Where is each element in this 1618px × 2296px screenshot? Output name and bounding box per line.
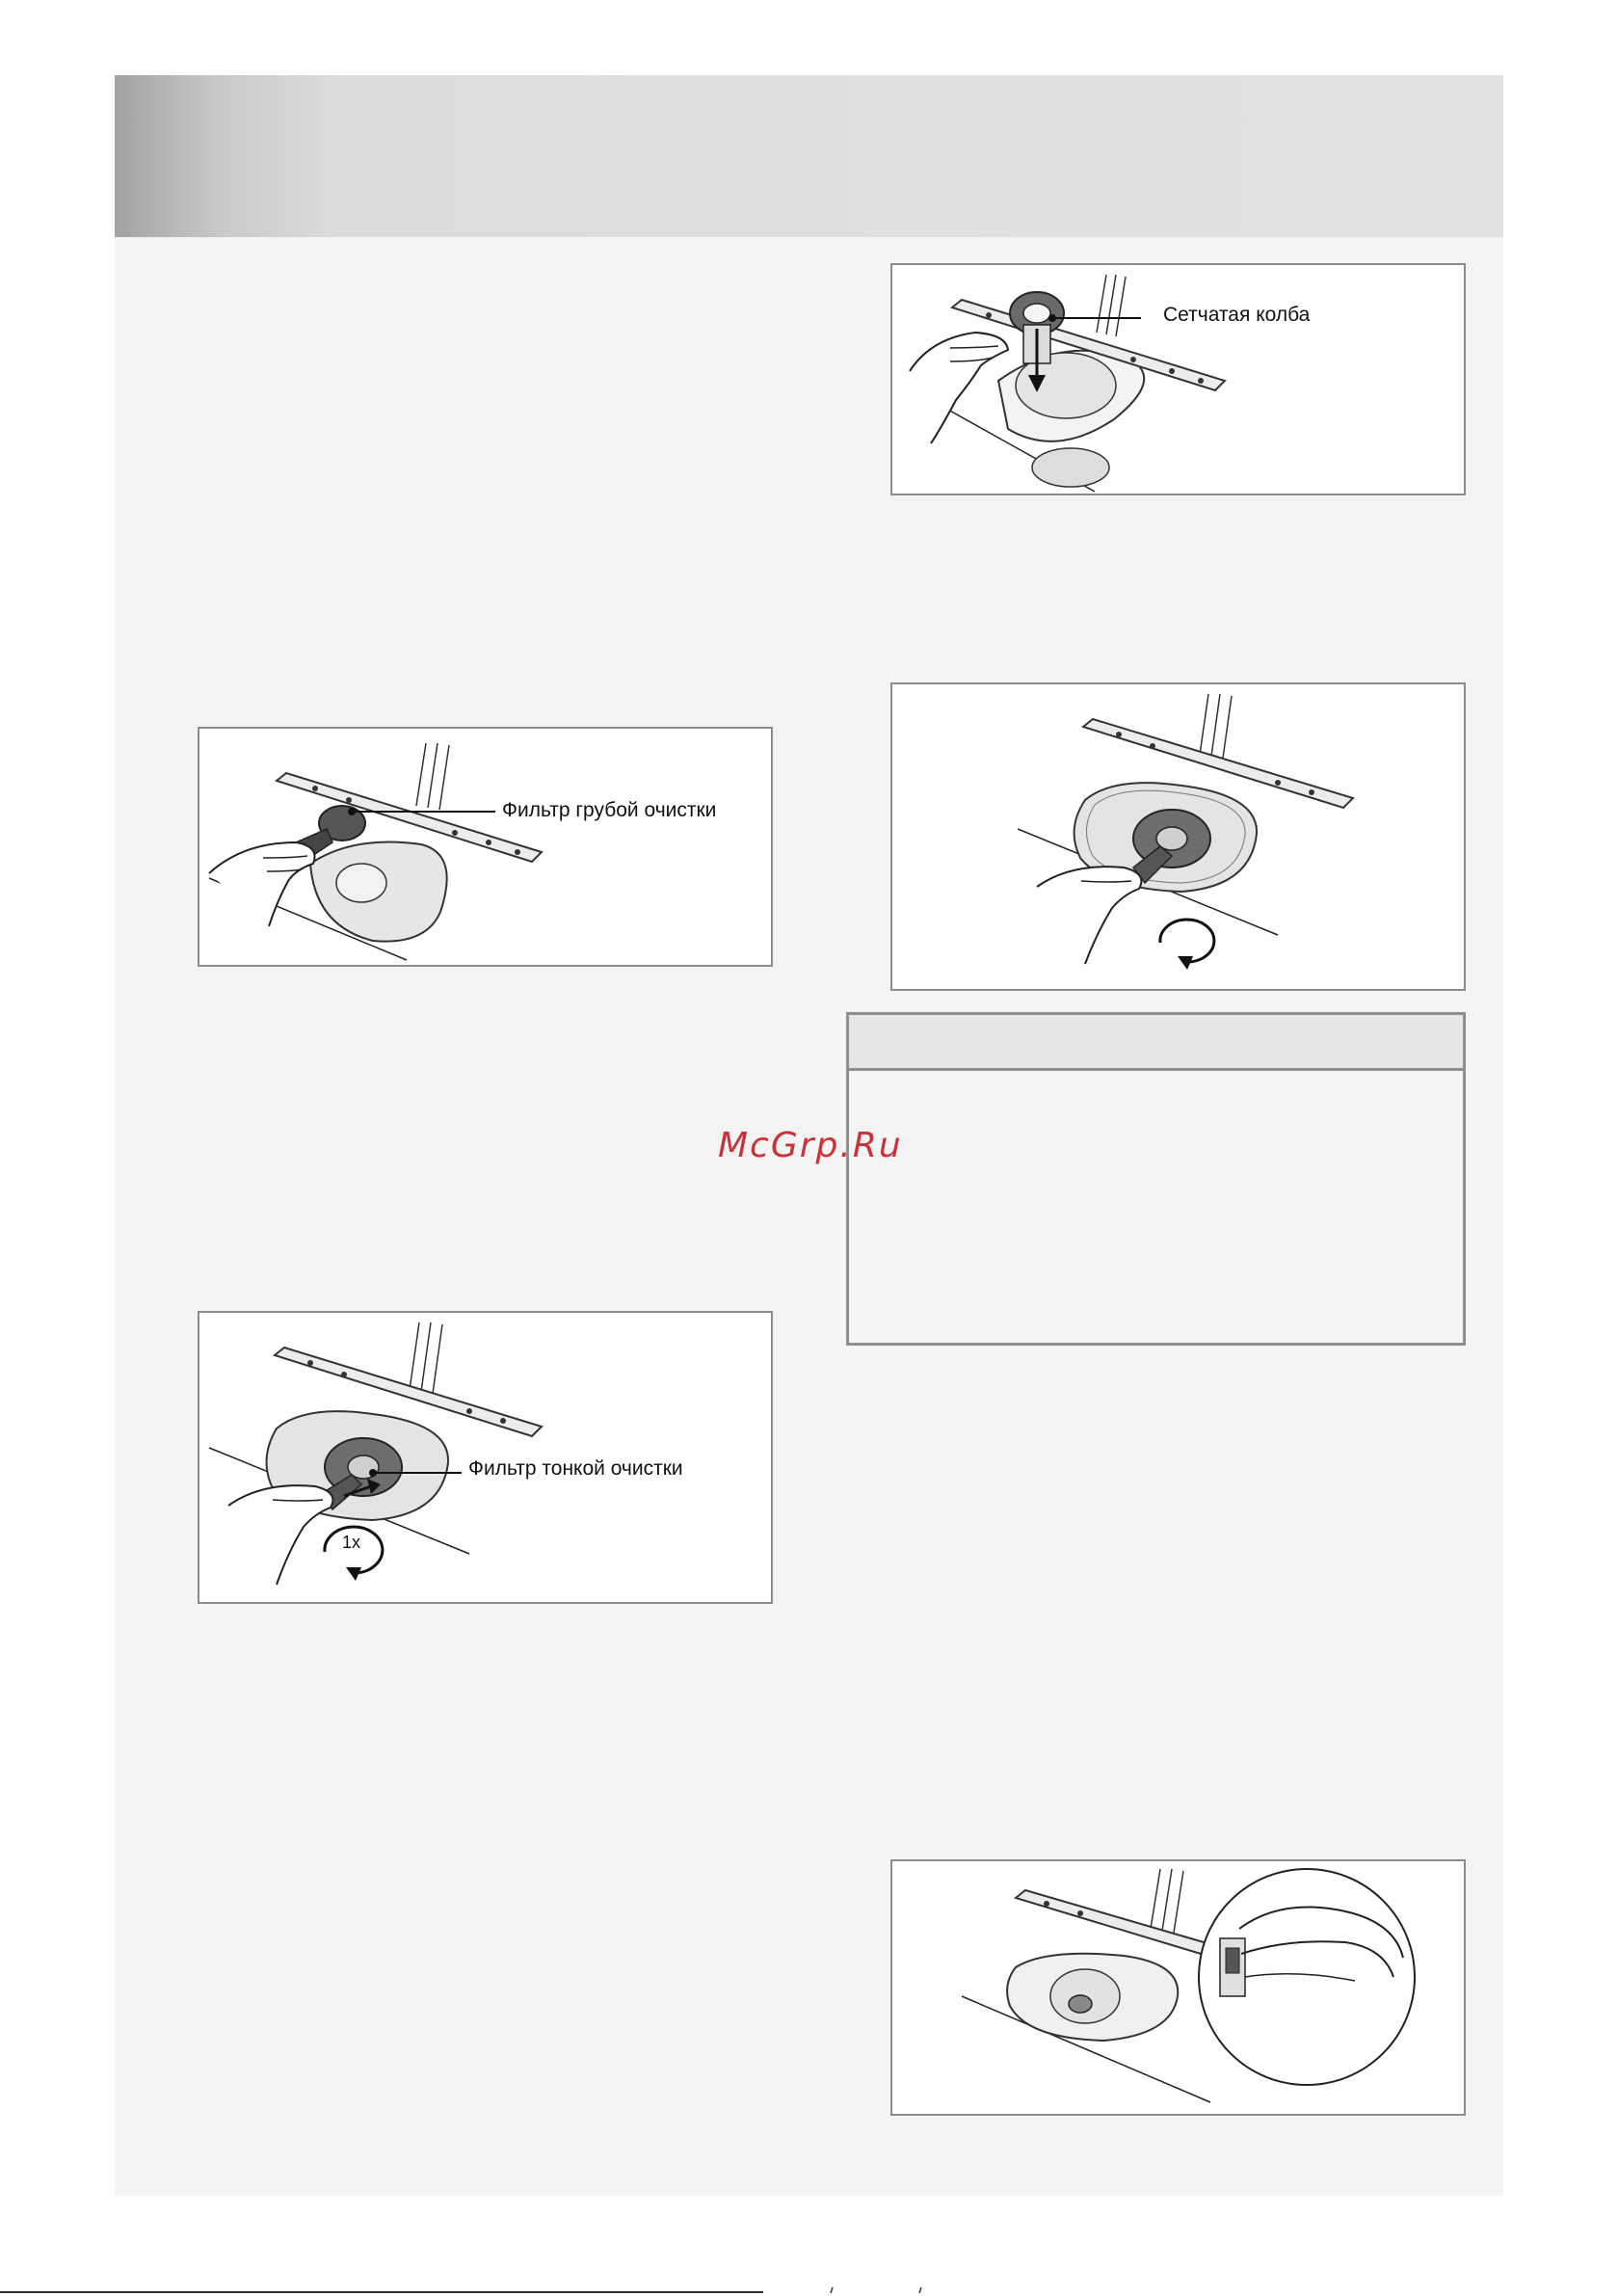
watermark: McGrp.Ru (718, 1126, 903, 1165)
figure-reinstall (890, 682, 1466, 991)
coarse-filter-label: Фильтр грубой очистки (502, 799, 717, 821)
coarse-filter-removal-illustration-icon (199, 729, 775, 969)
filter-reinstall-turn-illustration-icon (892, 684, 1468, 993)
figure-fine-filter (198, 1311, 773, 1604)
fine-filter-rotation-label: 1x (342, 1533, 361, 1552)
bottom-tick-marks (829, 2287, 925, 2293)
figure-coarse-filter (198, 727, 773, 967)
bottom-rule (0, 2291, 763, 2293)
spray-arm-clip-illustration-icon (892, 1861, 1468, 2118)
fine-filter-label: Фильтр тонкой очистки (468, 1457, 683, 1480)
mesh-cup-removal-illustration-icon (892, 265, 1468, 497)
mesh-cup-label: Сетчатая колба (1163, 304, 1311, 326)
note-box-header (849, 1015, 1463, 1071)
figure-spray-arm-clip (890, 1859, 1466, 2116)
header-band (115, 75, 1503, 237)
figure-mesh-cup (890, 263, 1466, 495)
note-box (846, 1012, 1466, 1346)
